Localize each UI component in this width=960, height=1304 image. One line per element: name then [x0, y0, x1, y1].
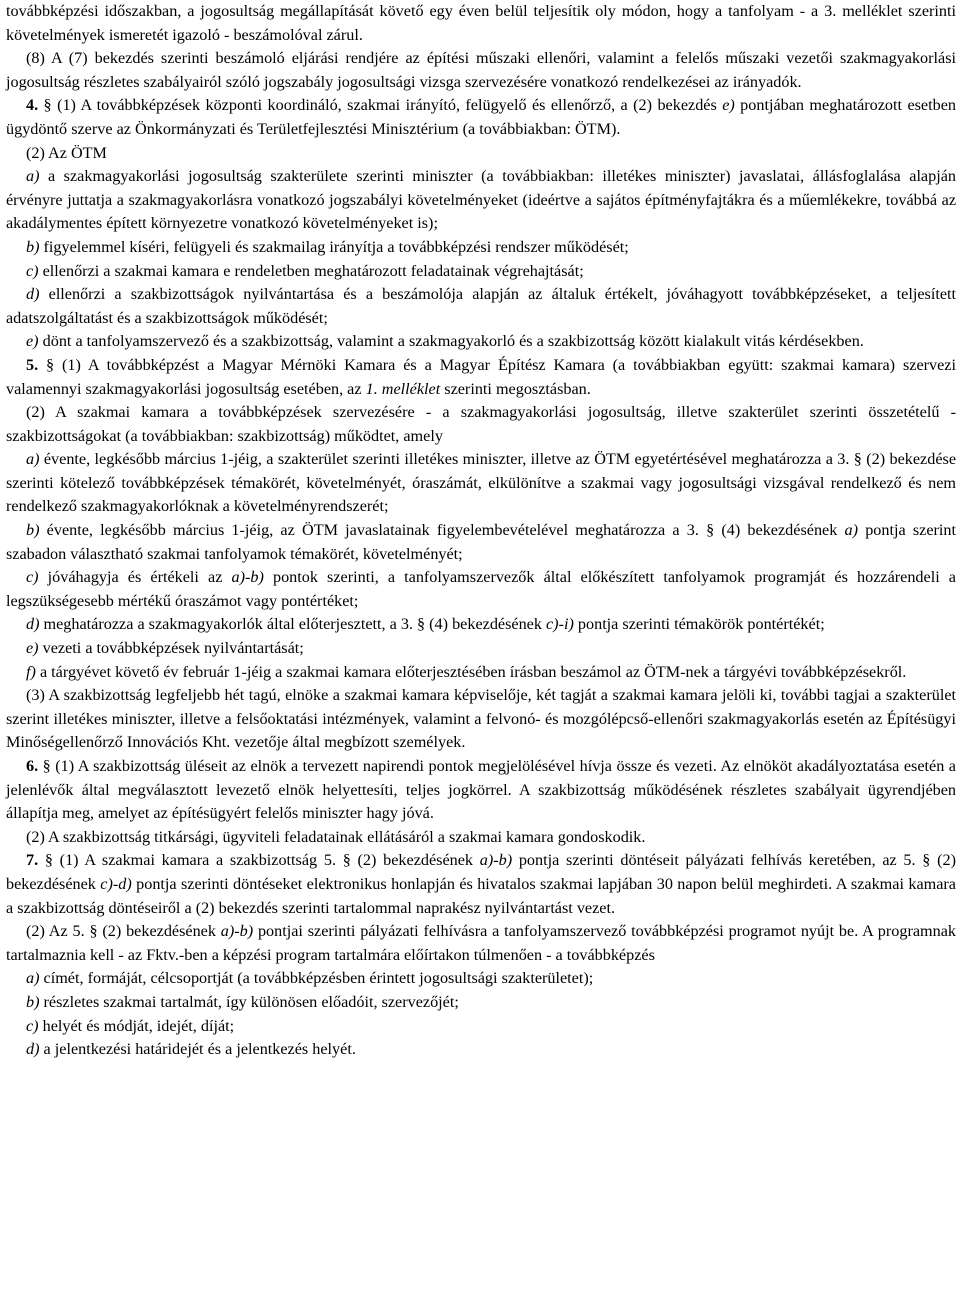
- paragraph-text: § (1) A szakmai kamara a szakbizottság 5. § (2) bekezdésének: [38, 851, 480, 870]
- italic-reference: d): [26, 615, 40, 634]
- paragraph-text: pontok szerinti, a tanfolyamszervezők által előkészített tanfolyamok programját és hozzárendeli a legszükségesebb mértékű óraszámot vagy pontértéket;: [6, 568, 956, 610]
- list-item: [6, 566, 956, 613]
- item-text: helyét és módját, idejét, díját;: [38, 1016, 235, 1035]
- item-label: a): [26, 969, 40, 988]
- italic-reference: c): [26, 568, 39, 587]
- section-number: 5.: [26, 355, 39, 374]
- item-label: f): [26, 662, 36, 681]
- list-item: [6, 236, 956, 260]
- paragraph-text: évente, legkésőbb március 1-jéig, az ÖTM javaslatainak figyelembevételével meghatározza a 3. § (4) bekezdésének: [39, 521, 845, 540]
- item-text: figyelemmel kíséri, felügyeli és szakmailag irányítja a továbbképzési rendszer működését;: [39, 237, 629, 256]
- list-item: [6, 519, 956, 566]
- paragraph-text: jóváhagyja és értékeli az: [38, 568, 232, 587]
- section-number: 7.: [26, 851, 39, 870]
- item-label: d): [26, 1040, 40, 1059]
- item-text: a szakmagyakorlási jogosultság szakterülete szerinti miniszter (a továbbiakban: illetékes miniszter) javaslatai, állásfoglalása alapján érvényre juttatja a szakmagyakorlásra vonatkozó jogszabályi követelményeket (ideértve a sajátos építményfajtákra és a műemlékekre, továbbá az akadálymentes épített környezetre vonatkozó követelményeket is);: [6, 167, 956, 233]
- paragraph-text: pontjában meghatározott esetben ügydöntő szerve az Önkormányzati és Területfejlesztési Minisztérium (a továbbiakban: ÖTM).: [6, 96, 956, 138]
- item-text: ellenőrzi a szakbizottságok nyilvántartása és a beszámolója alapján az általuk értékelt, jóváhagyott továbbképzéseket, a teljesített adatszolgáltatást és a szakbizottságok működését;: [6, 285, 956, 327]
- item-text: részletes szakmai tartalmát, így különösen előadóit, szervezőjét;: [39, 992, 459, 1011]
- paragraph-text: meghatározza a szakmagyakorlók által előterjesztett, a 3. § (4) bekezdésének: [39, 615, 546, 634]
- item-text: ellenőrzi a szakmai kamara e rendeletben meghatározott feladatainak végrehajtását;: [38, 261, 584, 280]
- section-paragraph: [6, 354, 956, 401]
- paragraph-text: szerinti megosztásban.: [440, 379, 591, 398]
- list-item: [6, 1038, 956, 1062]
- item-label: b): [26, 992, 40, 1011]
- list-item: [6, 661, 956, 685]
- list-item: [6, 991, 956, 1015]
- italic-reference: a)-b): [220, 922, 254, 941]
- paragraph-text: pontja szerint szabadon választható szakmai tanfolyamok témakörét, követelményét;: [6, 521, 957, 563]
- item-label: a): [26, 167, 40, 186]
- item-text: a jelentkezési határidejét és a jelentkezés helyét.: [39, 1040, 356, 1059]
- item-label: d): [26, 285, 40, 304]
- paragraph: (8) A (7) bekezdés szerinti beszámoló eljárási rendjére az építési műszaki ellenőri, valamint a felelős műszaki vezetői szakmagyakorlási jogosultság részletes szabályairól szóló jogszabály jogosultsági vizsga szervezésére vonatkozó rendelkezései az irányadók.: [6, 49, 956, 91]
- item-label: e): [26, 639, 39, 658]
- paragraph: (2) A szakbizottság titkársági, ügyviteli feladatainak ellátásáról a szakmai kamara gondoskodik.: [26, 827, 646, 846]
- italic-reference: c)-d): [100, 874, 132, 893]
- item-text: címét, formáját, célcsoportját (a továbbképzésben érintett jogosultsági szakterületet);: [39, 969, 594, 988]
- paragraph-text: pontjai szerinti pályázati felhívásra a tanfolyamszervező továbbképzési programot nyújt be. A programnak tartalmaznia kell - az Fktv.-ben a képzési program tartalmára előírtakon túlmenően - a továbbképzés: [6, 922, 957, 964]
- item-text: vezeti a továbbképzések nyilvántartását;: [38, 639, 304, 658]
- item-label: e): [26, 332, 39, 351]
- italic-reference: b): [26, 521, 40, 540]
- section-paragraph: [6, 755, 956, 826]
- paragraph-text: pontja szerinti döntéseket elektronikus honlapján és hivatalos szakmai lapjában 30 napon belül meghirdeti. A szakmai kamara a szakbizottság döntéseiről a (2) bekezdés szerinti tartalommal naprakész nyilvántartást vezet.: [6, 874, 956, 917]
- paragraph-text: (2) Az 5. § (2) bekezdésének: [26, 922, 221, 941]
- list-item: [6, 283, 956, 330]
- italic-reference: c)-i): [546, 615, 574, 634]
- item-text: dönt a tanfolyamszervező és a szakbizottság, valamint a szakmagyakorló és a szakbizottság között kialakult vitás kérdésekben.: [38, 332, 864, 351]
- paragraph: (2) Az ÖTM: [26, 143, 107, 162]
- list-item: [6, 330, 956, 354]
- item-label: c): [26, 261, 39, 280]
- section-number: 6.: [26, 757, 39, 775]
- list-item: [6, 637, 956, 661]
- paragraph-text: § (1) A szakbizottság üléseit az elnök a tervezett napirendi pontok megjelölésével hívja össze és vezeti. Az elnököt akadályoztatása esetén a jelenlévők által megválasztott levezető elnök helyettesíti, teljes jogkörrel. A szakbizottság működésének részletes szabályait ügyrendjében állapítja meg, amelyet az építésügyért felelős miniszter hagy jóvá.: [6, 757, 956, 823]
- paragraph: továbbképzési időszakban, a jogosultság megállapítását követő egy éven belül teljesítik oly módon, hogy a tanfolyam - a 3. melléklet szerinti követelmények ismeretét igazoló - beszámolóval zárul.: [6, 2, 956, 44]
- item-label: a): [26, 450, 40, 469]
- paragraph: (3) A szakbizottság legfeljebb hét tagú, elnöke a szakmai kamara képviselője, két tagját a szakmai kamara jelöli ki, további tagjai a szakterület szerint illetékes miniszter, illetve a felsőoktatási intézmények, valamint a felvonó- és mozgólépcső-ellenőri szakmagyakorlás esetén az Építésügyi Minőségellenőrző Innovációs Kht. vezetője által megbízott személyek.: [6, 686, 956, 752]
- section-paragraph: [6, 94, 956, 141]
- list-item: [6, 448, 956, 519]
- paragraph-text: § (1) A továbbképzést a Magyar Mérnöki Kamara és a Magyar Építész Kamara (a továbbiakban együtt: szakmai kamara) szervezi valamennyi szakmagyakorlási jogosultság esetében, az: [6, 355, 956, 398]
- item-label: c): [26, 1016, 39, 1035]
- list-item: [6, 1015, 956, 1039]
- italic-reference: a): [844, 521, 858, 540]
- italic-reference: a)-b): [479, 851, 513, 870]
- legal-document-body: [6, 0, 956, 1062]
- list-item: [6, 165, 956, 236]
- item-text: évente, legkésőbb március 1-jéig, a szakterület szerinti illetékes miniszter, illetve az ÖTM egyetértésével meghatározza a 3. § (2) bekezdése szerinti kötelező továbbképzések témakörét, követelményét, óraszámát, elkülönítve a szakmai vagy jogosultsági vizsgával rendelkező és nem rendelkező szakmagyakorlóknak a követelményrendszerét;: [6, 450, 956, 516]
- italic-reference: a)-b): [231, 568, 264, 587]
- italic-reference: e): [722, 96, 735, 115]
- paragraph-text: pontja szerinti döntéseit pályázati felhívás keretében, az 5. § (2) bekezdésének: [6, 851, 956, 893]
- paragraph-text: § (1) A továbbképzések központi koordináló, szakmai irányító, felügyelő és ellenőrző, a (2) bekezdés: [38, 96, 723, 115]
- section-paragraph: [6, 849, 956, 920]
- list-item: [6, 260, 956, 284]
- list-item: [6, 613, 956, 637]
- paragraph-text: pontja szerinti témakörök pontértékét;: [573, 615, 825, 634]
- item-label: b): [26, 237, 40, 256]
- paragraph: [6, 920, 956, 967]
- paragraph: (2) A szakmai kamara a továbbképzések szervezésére - a szakmagyakorlási jogosultság, illetve szakterület szerinti összetételű - szakbizottságokat (a továbbiakban: szakbizottság) működtet, amely: [6, 403, 956, 445]
- section-number: 4.: [26, 96, 39, 115]
- italic-reference: 1. melléklet: [365, 379, 441, 398]
- item-text: a tárgyévet követő év február 1-jéig a szakmai kamara előterjesztésében írásban beszámol az ÖTM-nek a tárgyévi továbbképzésekről.: [35, 662, 907, 681]
- list-item: [6, 967, 956, 991]
